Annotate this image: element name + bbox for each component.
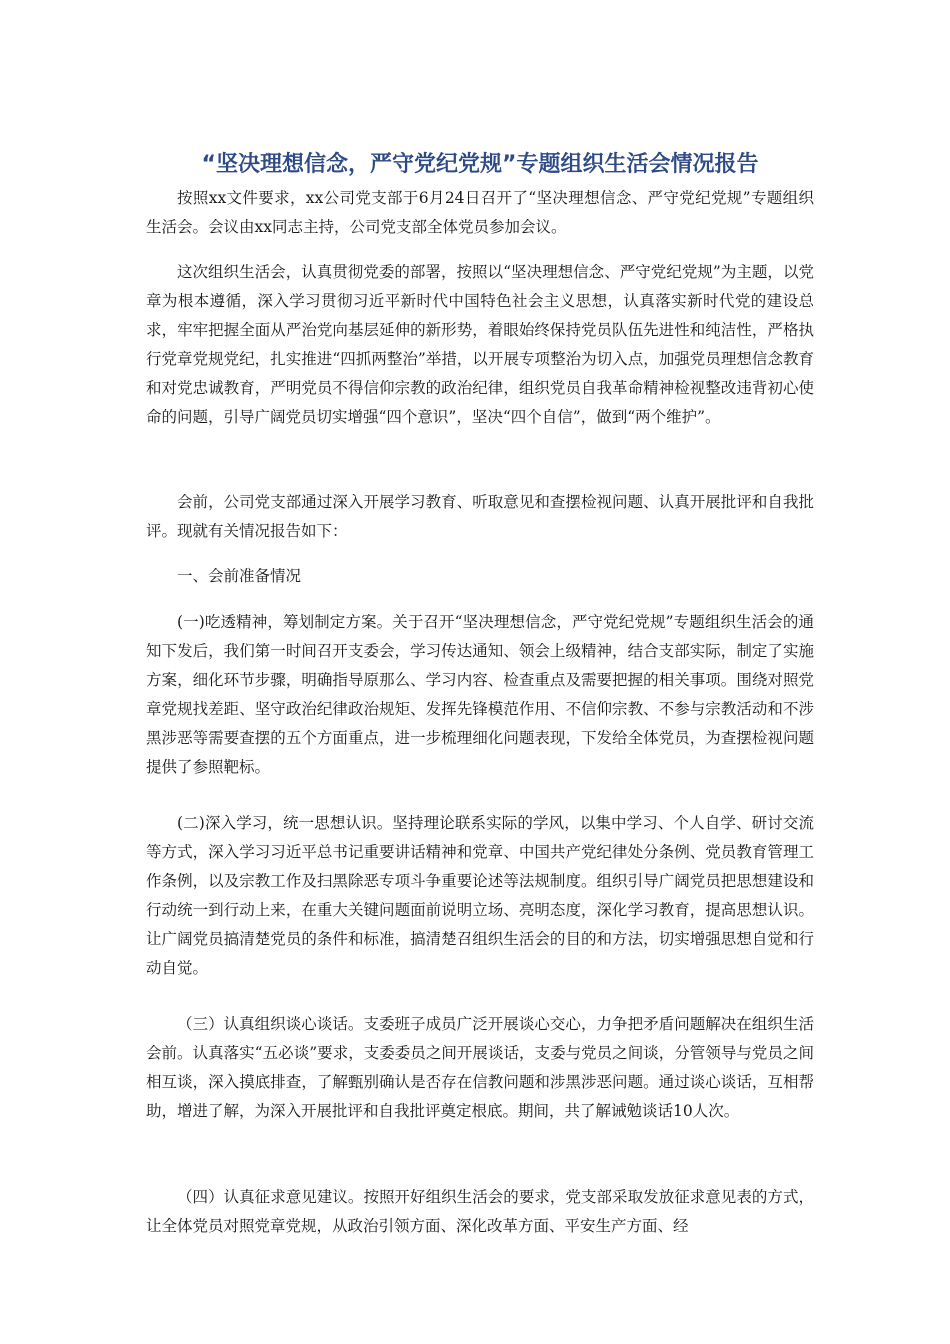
paragraph-item-1: (一)吃透精神，筹划制定方案。关于召开“坚决理想信念，严守党纪党规”专题组织生活会的通知下发后，我们第一时间召开支委会，学习传达通知、领会上级精神，结合支部实际，制定了实施方案，细化环节步骤，明确指导原那么、学习内容、检查重点及需要把握的相关事项。围绕对照党章党规找差距、坚守政治纪律政治规矩、发挥先锋模范作用、不信仰宗教、不参与宗教活动和不涉黑涉恶等需要查摆的五个方面重点，进一步梳理细化问题表现，下发给全体党员，为查摆检视问题提供了参照靶标。 xyxy=(146,613,814,776)
paragraph-theme: 这次组织生活会，认真贯彻党委的部署，按照以“坚决理想信念、严守党纪党规”为主题，以党章为根本遵循，深入学习贯彻习近平新时代中国特色社会主义思想，认真落实新时代党的建设总求，牢牢把握全面从严治党向基层延伸的新形势，着眼始终保持党员队伍先进性和纯洁性，严格执行党章党规党纪，扎实推进“四抓两整治”举措，以开展专项整治为切入点，加强党员理想信念教育和对党忠诚教育，严明党员不得信仰宗教的政治纪律，组织党员自我革命精神检视整改违背初心使命的问题，引导广阔党员切实增强“四个意识”，坚决“四个自信”，做到“两个维护”。 xyxy=(146,263,814,426)
paragraph-intro: 按照xx文件要求，xx公司党支部于6月24日召开了“坚决理想信念、严守党纪党规”专题组织生活会。会议由xx同志主持，公司党支部全体党员参加会议。 xyxy=(146,189,814,236)
document-title: “坚决理想信念，严守党纪党规”专题组织生活会情况报告 xyxy=(201,151,759,177)
paragraph-summary: 会前，公司党支部通过深入开展学习教育、听取意见和查摆检视问题、认真开展批评和自我批评。现就有关情况报告如下： xyxy=(146,493,814,540)
paragraph-item-3: （三）认真组织谈心谈话。支委班子成员广泛开展谈心交心，力争把矛盾问题解决在组织生活会前。认真落实“五必谈”要求，支委委员之间开展谈话，支委与党员之间谈，分管领导与党员之间相互谈，深入摸底排查，了解甄别确认是否存在信教问题和涉黑涉恶问题。通过谈心谈话，互相帮助，增进了解，为深入开展批评和自我批评奠定根底。期间，共了解诫勉谈话10人次。 xyxy=(146,1015,814,1120)
paragraph-item-4: （四）认真征求意见建议。按照开好组织生活会的要求，党支部采取发放征求意见表的方式，让全体党员对照党章党规，从政治引领方面、深化改革方面、平安生产方面、经 xyxy=(146,1188,814,1235)
section-heading-preparation: 一、会前准备情况 xyxy=(177,567,302,585)
paragraph-item-2: (二)深入学习，统一思想认识。坚持理论联系实际的学风，以集中学习、个人自学、研讨交流等方式，深入学习习近平总书记重要讲话精神和党章、中国共产党纪律处分条例、党员教育管理工作条例，以及宗教工作及扫黑除恶专项斗争重要论述等法规制度。组织引导广阔党员把思想建设和行动统一到行动上来，在重大关键问题面前说明立场、亮明态度，深化学习教育，提高思想认识。让广阔党员搞清楚党员的条件和标准，搞清楚召组织生活会的目的和方法，切实增强思想自觉和行动自觉。 xyxy=(146,814,814,977)
